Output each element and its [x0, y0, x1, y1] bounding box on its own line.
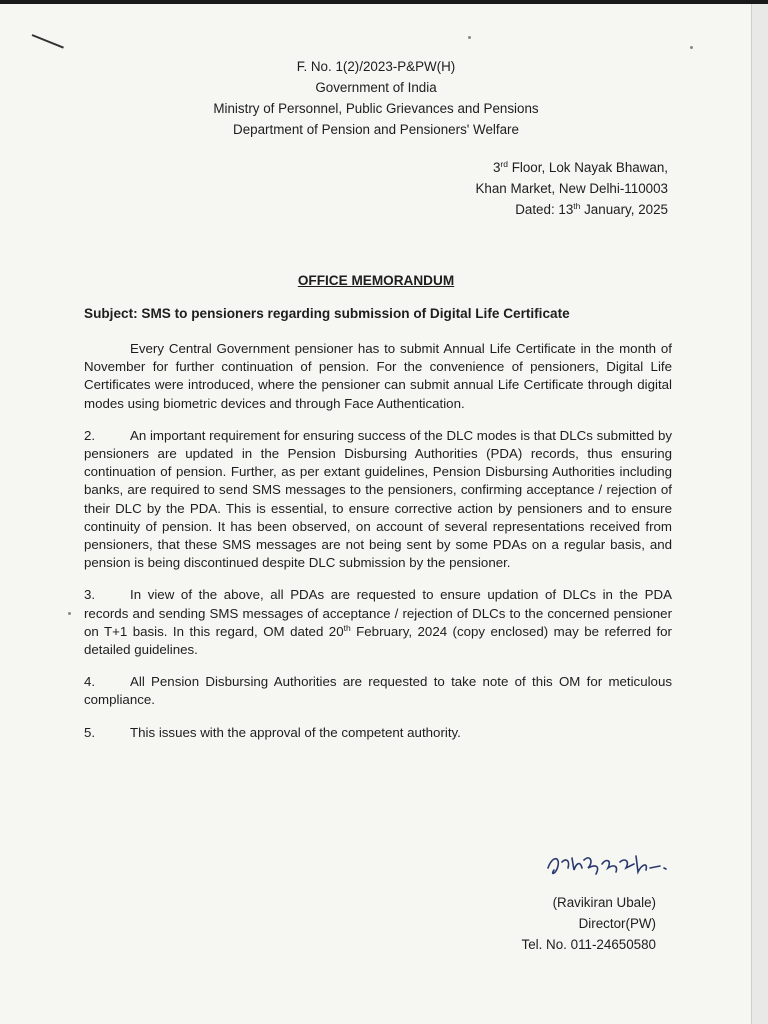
scan-top-edge — [0, 0, 768, 4]
signatory-designation: Director(PW) — [578, 916, 656, 931]
ministry-name: Ministry of Personnel, Public Grievances and Pensions — [213, 101, 539, 116]
address-line-1: 3rd Floor, Lok Nayak Bhawan, — [492, 159, 668, 175]
paragraph-3: 3. In view of the above, all PDAs are requested to ensure updation of DLCs in the PDA records and sending SMS messages of acceptance / rejection of DLCs to the concerned pensioner on T+1 basis. In this regard, OM dated 20th February, 2024 (copy enclosed) may be referred for detailed guidelines. — [84, 587, 672, 658]
department-name: Department of Pension and Pensioners' Welfare — [233, 122, 519, 137]
file-number: F. No. 1(2)/2023-P&PW(H) — [296, 59, 456, 74]
memo-title: OFFICE MEMORANDUM — [297, 273, 455, 288]
address-block — [475, 157, 668, 220]
scan-speck — [68, 612, 71, 615]
signatory-name: (Ravikiran Ubale) — [552, 895, 656, 910]
signatory-block — [522, 852, 657, 955]
address-line-2: Khan Market, New Delhi-110003 — [475, 181, 668, 196]
paragraph-2: 2. An important requirement for ensuring success of the DLC modes is that DLCs submitted by pensioners are updated in the Pension Disbursing Authorities (PDA) records, thus ensuring continuation of pension. Further, as per extant guidelines, Pension Disbursing Authorities including banks, are required to send SMS messages to the pensioners, confirming acceptance / rejection of their DLC by the PDA. This is essential, to ensure corrective action by pensioners and to ensure continuity of pension. It has been observed, on account of several representations received from pensioners, that these SMS messages are not being sent by some PDAs on a regular basis, and pension is being discontinued despite DLC submission by the pensioner. — [84, 427, 672, 571]
paragraph-4: 4. All Pension Disbursing Authorities are requested to take note of this OM for meticulous compliance. — [84, 674, 672, 708]
government-name: Government of India — [315, 80, 437, 95]
scan-speck — [690, 46, 693, 49]
signatory-telephone: Tel. No. 011-24650580 — [521, 937, 656, 952]
paragraph-1: Every Central Government pensioner has to submit Annual Life Certificate in the month of November for further continuation of pension. For the convenience of pensioners, Digital Life Certificates were introduced, where the pensioner can submit annual Life Certificate through digital modes using biometric devices and through Face Authentication. — [84, 341, 672, 411]
date-line: Dated: 13th January, 2025 — [515, 201, 668, 217]
memo-body — [84, 340, 672, 756]
letterhead — [0, 56, 752, 140]
paragraph-5: 5. This issues with the approval of the competent authority. — [84, 724, 461, 740]
scan-speck — [468, 36, 471, 39]
pen-mark — [32, 34, 64, 49]
memo-subject: Subject: SMS to pensioners regarding submission of Digital Life Certificate — [84, 306, 570, 321]
